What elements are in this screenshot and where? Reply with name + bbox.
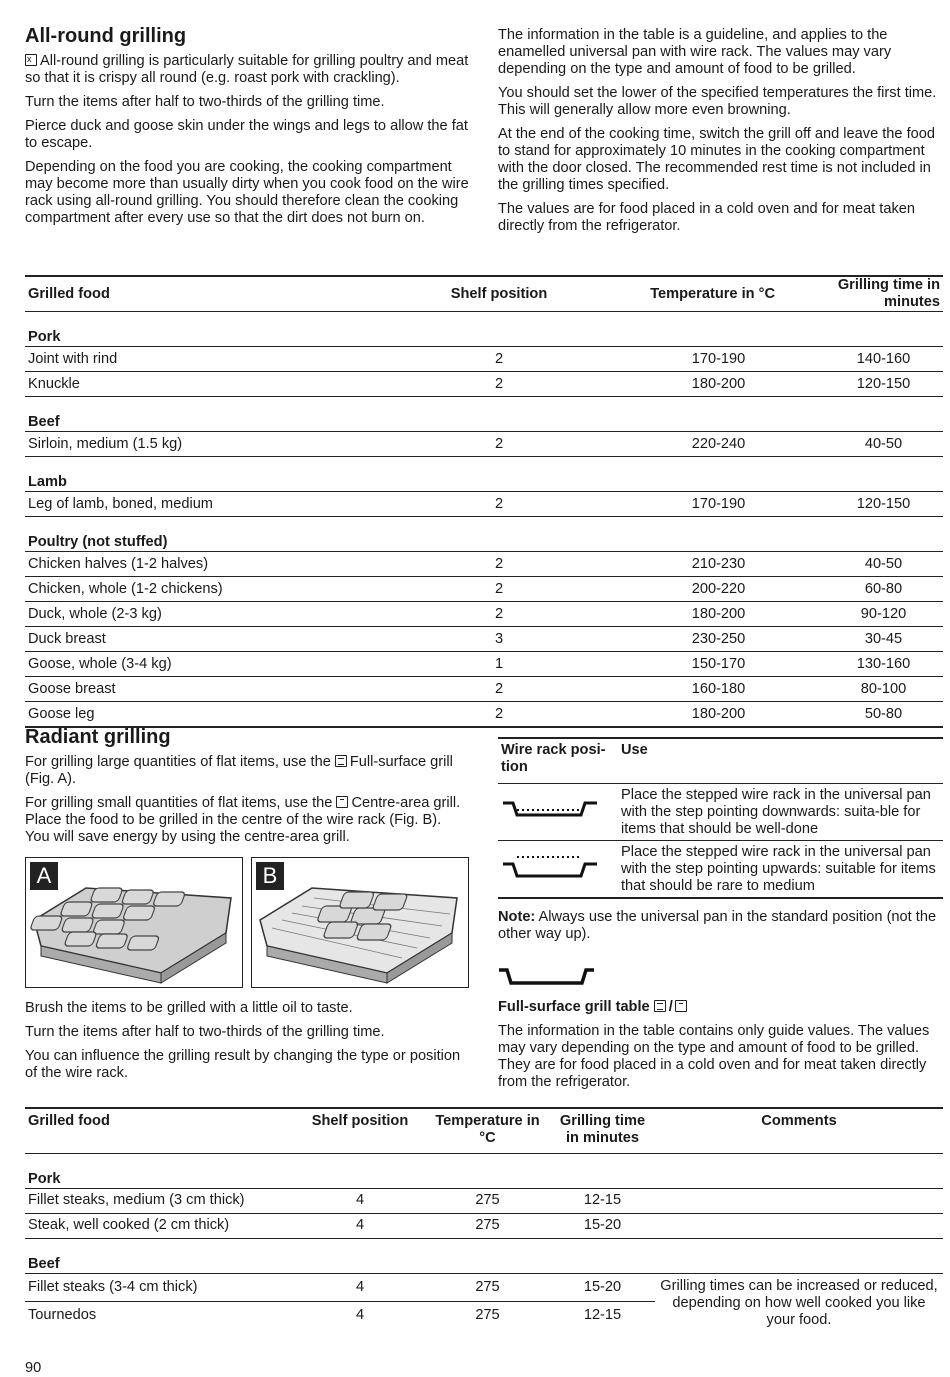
figure-a-full-surface <box>25 857 243 988</box>
temperature-cell: 275 <box>425 1273 550 1301</box>
rack-table-header <box>498 738 943 784</box>
radiant-paragraph-2 <box>25 795 469 846</box>
shelf-cell: 4 <box>295 1188 425 1213</box>
temperature-cell: 275 <box>475 1306 500 1323</box>
radiant-bottom-text <box>25 1000 469 1089</box>
shelf-cell: 2 <box>445 702 553 728</box>
rack-note-paragraph <box>498 909 942 943</box>
table-row <box>25 652 943 677</box>
shelf-cell: 2 <box>445 492 553 517</box>
table-row <box>25 1273 943 1301</box>
rack-row-step-up <box>498 841 943 899</box>
table-row <box>25 1188 943 1213</box>
shelf-cell: 4 <box>295 1273 425 1301</box>
time-cell: 12-15 <box>550 1188 655 1213</box>
group-label: Beef <box>25 397 943 432</box>
rack-header-position: Wire rack posi-tion <box>501 742 606 775</box>
table-row <box>25 602 943 627</box>
food-cell: Goose leg <box>25 702 445 728</box>
temperature-cell: 150-170 <box>553 652 797 677</box>
t2-header-comments: Comments <box>761 1113 837 1129</box>
centre-area-icon <box>675 1000 687 1012</box>
shelf-cell: 2 <box>445 432 553 457</box>
rack-header-use: Use <box>621 742 648 758</box>
time-cell: 130-160 <box>797 652 943 677</box>
time-cell: 140-160 <box>797 347 943 372</box>
full-surface-icon <box>654 1000 666 1012</box>
table-group-row <box>25 457 943 492</box>
food-cell: Fillet steaks (3-4 cm thick) <box>25 1273 295 1301</box>
universal-pan-icon <box>498 965 598 989</box>
shelf-cell: 2 <box>445 602 553 627</box>
table-row <box>25 552 943 577</box>
col-header-temperature: Temperature in °C <box>650 285 775 302</box>
allround-right-paragraph-4: The values are for food placed in a cold oven and for meat taken directly from the refrigerator. <box>498 201 915 234</box>
temperature-cell: 180-200 <box>553 602 797 627</box>
t2-header-shelf-position: Shelf position <box>311 1113 409 1129</box>
comment-cell: Grilling times can be increased or reduced, depending on how well cooked you like your food. <box>660 1277 938 1328</box>
shelf-cell: 2 <box>445 372 553 397</box>
time-cell: 90-120 <box>797 602 943 627</box>
table-row <box>25 677 943 702</box>
temperature-cell: 210-230 <box>553 552 797 577</box>
allround-grill-icon <box>25 54 37 66</box>
temperature-cell: 180-200 <box>553 372 797 397</box>
wire-rack-centre-illustration <box>252 858 468 987</box>
table-row <box>25 432 943 457</box>
food-cell: Tournedos <box>28 1306 97 1323</box>
time-cell: 12-15 <box>583 1306 622 1323</box>
radiant-p1-text-b: Full-surface grill (Fig. A). <box>25 754 453 787</box>
shelf-cell: 4 <box>355 1306 365 1323</box>
food-cell: Fillet steaks, medium (3 cm thick) <box>25 1188 295 1213</box>
table1-body <box>25 312 943 728</box>
col-header-shelf-position: Shelf position <box>450 285 548 302</box>
rack-step-up-icon <box>501 852 601 882</box>
col-header-grilling-time: Grilling time in minutes <box>837 277 940 310</box>
allround-right-column <box>498 27 942 242</box>
allround-grilling-table <box>25 275 943 728</box>
allround-paragraph-2: Pierce duck and goose skin under the wings and legs to allow the fat to escape. <box>25 118 468 151</box>
wire-rack-full-illustration <box>26 858 242 987</box>
note-label: Note: <box>498 909 536 925</box>
food-cell: Chicken halves (1-2 halves) <box>25 552 445 577</box>
temperature-cell: 170-190 <box>553 492 797 517</box>
allround-intro-paragraph <box>25 53 469 87</box>
col-header-grilled-food: Grilled food <box>28 285 110 302</box>
comment-cell <box>655 1188 943 1213</box>
comment-cell <box>655 1213 943 1238</box>
rack-note <box>498 909 942 950</box>
table-header-row <box>25 276 943 312</box>
time-cell: 15-20 <box>550 1273 655 1301</box>
t2-header-temperature: Temperature in °C <box>435 1113 540 1146</box>
rack-step-down-icon <box>501 795 601 825</box>
rack-use-1: Place the stepped wire rack in the universal pan with the step pointing downwards: suita-ble for items that should be well-done <box>621 786 931 837</box>
full-surface-grill-table <box>25 1107 943 1329</box>
radiant-p2-text-a: For grilling small quantities of flat items, use the <box>25 795 333 811</box>
time-cell: 40-50 <box>797 432 943 457</box>
section-title-radiant: Radiant grilling <box>25 726 171 748</box>
table-row <box>25 627 943 652</box>
table-group-row <box>25 517 943 552</box>
table-row <box>25 492 943 517</box>
allround-left-column <box>25 24 469 234</box>
table-row <box>25 372 943 397</box>
figure-b-centre-area <box>251 857 469 988</box>
food-cell: Joint with rind <box>25 347 445 372</box>
table-row <box>25 577 943 602</box>
radiant-paragraph-4: Turn the items after half to two-thirds of the grilling time. <box>25 1024 385 1040</box>
food-cell: Goose breast <box>25 677 445 702</box>
temperature-cell: 180-200 <box>553 702 797 728</box>
radiant-left-column <box>25 725 469 853</box>
table2-header-row <box>25 1108 943 1153</box>
time-cell: 120-150 <box>797 492 943 517</box>
time-cell: 30-45 <box>797 627 943 652</box>
allround-right-paragraph-1: The information in the table is a guideline, and applies to the enamelled universal pan with wire rack. The values may vary depending on the type and amount of food to be grilled. <box>498 27 892 77</box>
time-cell: 80-100 <box>797 677 943 702</box>
rack-step-down-cell <box>498 784 618 841</box>
radiant-p1-text-a: For grilling large quantities of flat items, use the <box>25 754 331 770</box>
group-label: Beef <box>25 1238 943 1273</box>
figure-b-label: B <box>256 862 284 890</box>
section-title-allround: All-round grilling <box>25 25 187 47</box>
rack-use-2: Place the stepped wire rack in the universal pan with the step pointing upwards: suitable for items that should be rare to medium <box>621 843 936 894</box>
shelf-cell: 4 <box>295 1213 425 1238</box>
food-cell: Leg of lamb, boned, medium <box>25 492 445 517</box>
page-number: 90 <box>25 1360 42 1376</box>
wire-rack-position-table <box>498 737 943 899</box>
radiant-paragraph-1 <box>25 754 469 788</box>
table-group-row <box>25 1238 943 1273</box>
rack-step-up-cell <box>498 841 618 899</box>
time-cell: 60-80 <box>797 577 943 602</box>
table-group-row <box>25 312 943 347</box>
radiant-p2-text-b: Centre-area grill. Place the food to be grilled in the centre of the wire rack (Fig. B). You will save energy by using the centre-area grill. <box>25 795 461 845</box>
food-cell: Duck breast <box>25 627 445 652</box>
food-cell: Steak, well cooked (2 cm thick) <box>25 1213 295 1238</box>
shelf-cell: 2 <box>445 677 553 702</box>
full-surface-text: The information in the table contains only guide values. The values may vary depending on the type and amount of food to be grilled. They are for food placed in a cold oven and for meat taken directly from the refrigerator. <box>498 1023 930 1090</box>
t2-header-grilling-time: Grilling time in minutes <box>559 1113 646 1146</box>
food-cell: Duck, whole (2-3 kg) <box>25 602 445 627</box>
allround-right-paragraph-2: You should set the lower of the specified temperatures the first time. This will generally allow more even browning. <box>498 85 937 118</box>
table-group-row <box>25 1153 943 1188</box>
centre-area-grill-icon <box>336 796 348 808</box>
note-text: Always use the universal pan in the standard position (not the other way up). <box>498 909 937 942</box>
table-row <box>25 347 943 372</box>
food-cell: Knuckle <box>25 372 445 397</box>
rack-row-step-down <box>498 784 943 841</box>
radiant-paragraph-5: You can influence the grilling result by changing the type or position of the wire rack. <box>25 1048 461 1081</box>
temperature-cell: 275 <box>425 1213 550 1238</box>
table-group-row <box>25 397 943 432</box>
full-surface-title-line: Full-surface grill table / <box>498 999 942 1016</box>
time-cell: 120-150 <box>797 372 943 397</box>
full-surface-grill-icon <box>335 755 347 767</box>
shelf-cell: 2 <box>445 577 553 602</box>
shelf-cell: 1 <box>445 652 553 677</box>
allround-paragraph-1: Turn the items after half to two-thirds of the grilling time. <box>25 94 385 110</box>
allround-right-paragraph-3: At the end of the cooking time, switch the grill off and leave the food to stand for approximately 10 minutes in the cooking compartment with the door closed. The recommended rest time is not included in the grilling times specified. <box>498 126 936 193</box>
group-label: Pork <box>25 1153 943 1188</box>
temperature-cell: 220-240 <box>553 432 797 457</box>
temperature-cell: 275 <box>425 1188 550 1213</box>
temperature-cell: 230-250 <box>553 627 797 652</box>
group-label: Pork <box>25 312 943 347</box>
time-cell: 40-50 <box>797 552 943 577</box>
table-row <box>25 702 943 728</box>
temperature-cell: 200-220 <box>553 577 797 602</box>
allround-paragraph-3: Depending on the food you are cooking, the cooking compartment may become more than usually dirty when you cook food on the wire rack using all-round grilling. You should therefore clean the cooking compartment after every use so that the dirt does not burn on. <box>25 159 469 226</box>
figure-a-label: A <box>30 862 58 890</box>
shelf-cell: 2 <box>445 552 553 577</box>
food-cell: Goose, whole (3-4 kg) <box>25 652 445 677</box>
full-surface-title: Full-surface grill table <box>498 999 650 1015</box>
group-label: Lamb <box>25 457 943 492</box>
time-cell: 50-80 <box>797 702 943 728</box>
time-cell: 15-20 <box>550 1213 655 1238</box>
group-label: Poultry (not stuffed) <box>25 517 943 552</box>
radiant-paragraph-3: Brush the items to be grilled with a little oil to taste. <box>25 1000 353 1016</box>
food-cell: Sirloin, medium (1.5 kg) <box>25 432 445 457</box>
temperature-cell: 160-180 <box>553 677 797 702</box>
allround-intro-text: All-round grilling is particularly suitable for grilling poultry and meat so that it is crispy all round (e.g. roast pork with crackling). <box>25 53 469 86</box>
table-row <box>25 1213 943 1238</box>
shelf-cell: 2 <box>445 347 553 372</box>
t2-header-grilled-food: Grilled food <box>28 1113 110 1129</box>
food-cell: Chicken, whole (1-2 chickens) <box>25 577 445 602</box>
shelf-cell: 3 <box>445 627 553 652</box>
table2-body <box>25 1153 943 1329</box>
temperature-cell: 170-190 <box>553 347 797 372</box>
full-surface-grill-section <box>498 999 942 1098</box>
